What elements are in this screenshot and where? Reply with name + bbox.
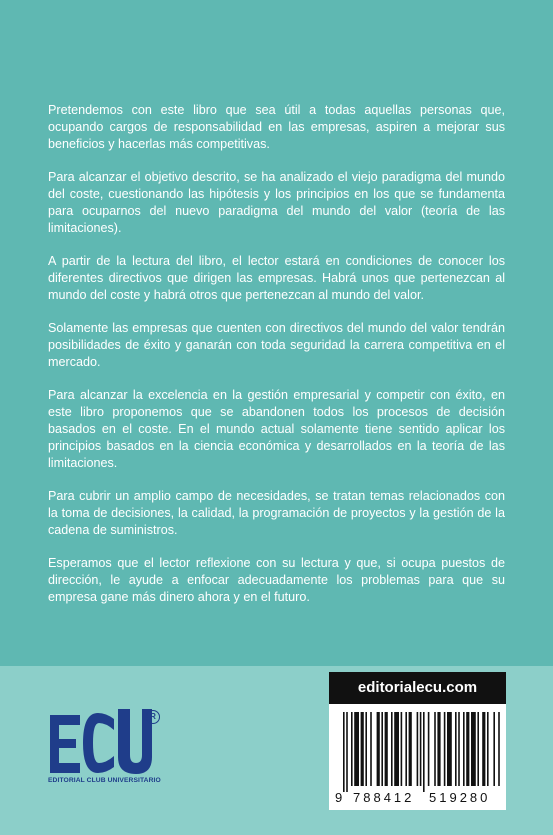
logo-caption: EDITORIAL CLUB UNIVERSITARIO [48, 777, 161, 784]
synopsis-paragraph: Para alcanzar la excelencia en la gestión empresarial y competir con éxito, en este libro proponemos que se abandonen todos los procesos de decisión basados en el coste. En el mundo actual solamente tiene sentido aplicar los principios basados en la ciencia económica y desarrollados en la teoría de las limitaciones. [48, 388, 505, 470]
synopsis-paragraph: Para alcanzar el objetivo descrito, se ha analizado el viejo paradigma del mundo del coste, cuestionando las hipótesis y los principios en los que se fundamenta para ocuparnos del nuevo paradigma del mundo del valor (teoría de las limitaciones). [48, 170, 505, 235]
barcode-bar [417, 712, 419, 786]
barcode-bar [394, 712, 399, 786]
barcode-bar [420, 712, 422, 786]
barcode-bar [385, 712, 388, 786]
barcode-bar [458, 712, 460, 786]
barcode-bar [361, 712, 364, 786]
synopsis-paragraph: Solamente las empresas que cuenten con directivos del mundo del valor tendrán posibilidades de éxito y ganarán con toda seguridad la carrera competitiva en el mercado. [48, 321, 505, 369]
barcode-bar [351, 712, 353, 786]
barcode-bar [401, 712, 403, 786]
barcode-bar [391, 712, 393, 786]
synopsis-paragraph: Pretendemos con este libro que sea útil a todas aquellas personas que, ocupando cargos de responsabilidad en las empresas, aspiren a mejorar sus beneficios y hacerlas más competitivas. [48, 103, 505, 151]
synopsis-paragraph: Para cubrir un amplio campo de necesidades, se tratan temas relacionados con la toma de decisiones, la calidad, la programación de proyectos y la gestión de la cadena de suministros. [48, 489, 505, 537]
barcode-bar [370, 712, 372, 786]
barcode-bar [428, 712, 430, 786]
barcode-bar [343, 712, 345, 792]
barcode-bar [447, 712, 452, 786]
isbn-barcode [329, 704, 506, 810]
isbn-group-right: 519280 [429, 790, 491, 805]
synopsis-paragraph: A partir de la lectura del libro, el lector estará en condiciones de conocer los diferentes directivos que dirigen las empresas. Habrá unos que pertenezcan al mundo del coste y habrá otros que pertenezcan al mundo del valor. [48, 254, 505, 302]
barcode-bar [487, 712, 489, 786]
barcode-bar [493, 712, 495, 786]
barcode-bar [423, 712, 425, 792]
barcode-bar [409, 712, 412, 786]
barcode-bar [477, 712, 479, 786]
isbn-group-left: 788412 [353, 790, 415, 805]
registered-trademark-icon: R [146, 710, 160, 724]
isbn-digit-first: 9 [335, 790, 343, 805]
synopsis-text [48, 102, 505, 622]
barcode-bar [354, 712, 359, 786]
barcode-bar [405, 712, 407, 786]
barcode-bar [455, 712, 457, 786]
barcode-bar [466, 712, 469, 786]
barcode-bar [498, 712, 500, 786]
barcode-bar [365, 712, 367, 786]
barcode-bar [377, 712, 380, 786]
barcode-bar [381, 712, 383, 786]
barcode-bar [482, 712, 485, 786]
barcode-bars [329, 704, 506, 794]
publisher-website: editorialecu.com [329, 672, 506, 704]
barcode-bar [471, 712, 476, 786]
barcode-bar [463, 712, 465, 786]
barcode-bar [434, 712, 436, 786]
synopsis-paragraph: Esperamos que el lector reflexione con su lectura y que, si ocupa puestos de dirección, le ayude a enfocar adecuadamente los problemas para que su empresa gane más dinero ahora y en el futuro. [48, 556, 505, 604]
barcode-bar [437, 712, 440, 786]
barcode-bar [346, 712, 348, 792]
barcode-bar [444, 712, 446, 786]
